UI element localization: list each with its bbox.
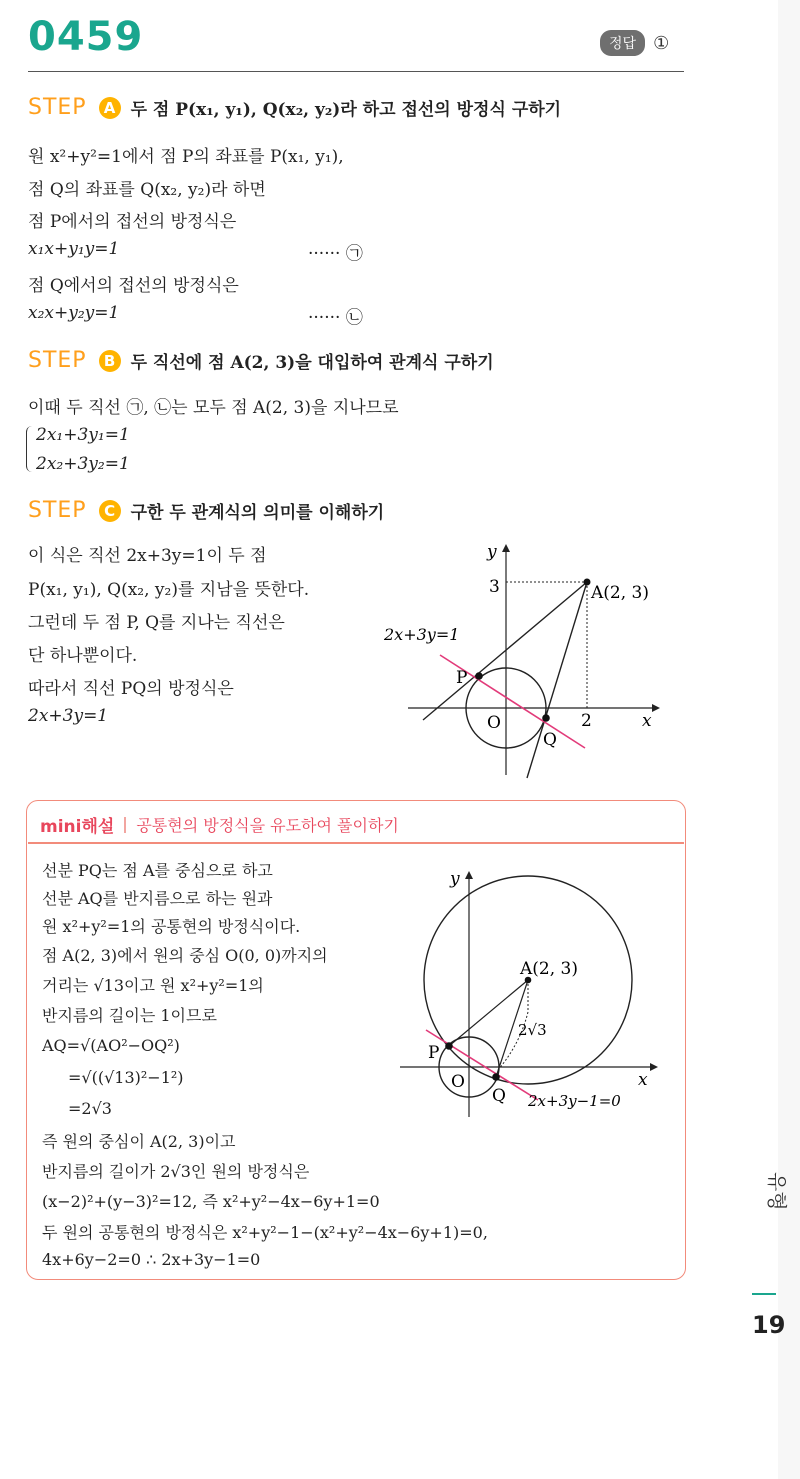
tangent-line-q xyxy=(527,582,587,778)
mini-line: 반지름의 길이가 2√3인 원의 방정식은 xyxy=(42,1162,310,1181)
tangent-figure xyxy=(380,535,670,780)
point-q xyxy=(492,1073,500,1081)
mini-solution-label: mini해설 xyxy=(40,817,115,837)
mini-line: (x−2)²+(y−3)²=12, 즉 x²+y²−4x−6y+1=0 xyxy=(42,1192,380,1211)
step-c-line: 이 식은 직선 2x+3y=1이 두 점 xyxy=(28,546,267,566)
fig1-line-label: 2x+3y=1 xyxy=(384,625,460,644)
mini-line: 거리는 √13이고 원 x²+y²=1의 xyxy=(42,976,264,995)
mini-calc-line: =√((√13)²−1²) xyxy=(68,1068,184,1087)
fig2-line-label: 2x+3y−1=0 xyxy=(528,1092,621,1110)
section-side-text: 유형 xyxy=(765,1172,789,1211)
mini-header-divider xyxy=(28,842,684,844)
point-q xyxy=(542,714,550,722)
fig2-y-label: y xyxy=(450,869,460,889)
mini-line: 원 x²+y²=1의 공통현의 방정식이다. xyxy=(42,917,301,936)
step-c-line: P(x₁, y₁), Q(x₂, y₂)를 지남을 뜻한다. xyxy=(28,580,310,600)
step-a-heading xyxy=(28,95,561,120)
system-eq-1: 2x₁+3y₁=1 xyxy=(36,425,130,445)
mini-solution-header xyxy=(40,812,399,837)
fig2-x-label: x xyxy=(638,1070,648,1090)
answer-value: ① xyxy=(653,32,670,54)
tangent-line-p xyxy=(423,582,587,720)
x-axis-arrow xyxy=(652,704,660,712)
mini-line: 4x+6y−2=0 ∴ 2x+3y−1=0 xyxy=(42,1250,261,1269)
side-divider xyxy=(752,1293,776,1295)
point-p xyxy=(445,1042,453,1050)
common-chord-figure xyxy=(400,855,680,1120)
step-b-word: STEP xyxy=(28,348,87,373)
mini-solution-title: 공통현의 방정식을 유도하여 풀이하기 xyxy=(136,816,399,835)
step-c-line: 따라서 직선 PQ의 방정식은 xyxy=(28,679,234,699)
tick-label-2: 2 xyxy=(581,711,592,731)
step-a-line: 점 P에서의 접선의 방정식은 xyxy=(28,212,237,232)
mini-line: 점 A(2, 3)에서 원의 중심 O(0, 0)까지의 xyxy=(42,946,328,965)
step-a-line: 원 x²+y²=1에서 점 P의 좌표를 P(x₁, y₁), xyxy=(28,147,344,167)
mini-line: 즉 원의 중심이 A(2, 3)이고 xyxy=(42,1132,236,1151)
mini-line: 선분 PQ는 점 A를 중심으로 하고 xyxy=(42,861,273,880)
eq-tag-2: ······ ㉡ xyxy=(308,308,363,328)
step-a-line: 점 Q에서의 접선의 방정식은 xyxy=(28,276,239,296)
mini-header-separator xyxy=(124,817,126,833)
answer-badge: 정답 xyxy=(600,30,645,56)
system-eq-2: 2x₂+3y₂=1 xyxy=(36,454,130,474)
step-a-badge: A xyxy=(99,97,121,119)
fig1-x-label: x xyxy=(642,711,652,731)
tangent-eq-1: x₁x+y₁y=1 xyxy=(28,239,120,259)
y-axis-arrow xyxy=(465,871,473,879)
answer-equation: 2x+3y=1 xyxy=(28,706,109,726)
section-side-label xyxy=(748,1168,789,1278)
header-divider xyxy=(28,71,684,72)
mini-calc-line: AQ=√(AO²−OQ²) xyxy=(42,1036,180,1055)
mini-line: 선분 AQ를 반지름으로 하는 원과 xyxy=(42,889,273,908)
step-b-heading xyxy=(28,348,494,373)
point-p xyxy=(475,672,483,680)
fig1-o-label: O xyxy=(487,713,501,733)
fig2-p-label: P xyxy=(428,1043,440,1063)
fig1-y-label: y xyxy=(487,542,497,562)
step-c-line: 그런데 두 점 P, Q를 지나는 직선은 xyxy=(28,613,285,633)
step-b-badge: B xyxy=(99,350,121,372)
tick-label-3: 3 xyxy=(489,577,500,597)
step-c-badge: C xyxy=(99,500,121,522)
page-number: 19 xyxy=(752,1311,786,1339)
step-c-heading xyxy=(28,498,384,523)
problem-number: 0459 xyxy=(28,14,144,60)
fig1-q-label: Q xyxy=(543,730,557,750)
fig2-q-label: Q xyxy=(492,1086,506,1106)
mini-line: 반지름의 길이는 1이므로 xyxy=(42,1006,217,1025)
step-a-line: 점 Q의 좌표를 Q(x₂, y₂)라 하면 xyxy=(28,180,266,200)
step-a-title: 두 점 P(x₁, y₁), Q(x₂, y₂)라 하고 접선의 방정식 구하기 xyxy=(130,100,562,120)
mini-line: 두 원의 공통현의 방정식은 x²+y²−1−(x²+y²−4x−6y+1)=0, xyxy=(42,1223,488,1242)
step-b-title: 두 직선에 점 A(2, 3)을 대입하여 관계식 구하기 xyxy=(130,353,494,373)
mini-calc-line: =2√3 xyxy=(68,1099,112,1118)
point-a xyxy=(584,579,591,586)
step-b-line: 이때 두 직선 ㉠, ㉡는 모두 점 A(2, 3)을 지나므로 xyxy=(28,398,399,418)
y-axis-arrow xyxy=(502,544,510,552)
step-c-title: 구한 두 관계식의 의미를 이해하기 xyxy=(130,503,385,523)
step-c-word: STEP xyxy=(28,498,87,523)
step-c-line: 단 하나뿐이다. xyxy=(28,646,138,666)
answer-area xyxy=(600,30,669,56)
tangent-eq-2: x₂x+y₂y=1 xyxy=(28,303,120,323)
system-brace xyxy=(26,426,35,472)
page-edge-strip xyxy=(778,0,800,1479)
segment-ap xyxy=(449,980,528,1046)
fig2-a-label: A(2, 3) xyxy=(520,959,578,979)
fig2-o-label: O xyxy=(451,1072,465,1092)
step-a-word: STEP xyxy=(28,95,87,120)
eq-tag-1: ······ ㉠ xyxy=(308,244,363,264)
fig1-a-label: A(2, 3) xyxy=(591,583,649,603)
radius-label: 2√3 xyxy=(518,1021,547,1039)
fig1-p-label: P xyxy=(456,668,468,688)
x-axis-arrow xyxy=(650,1063,658,1071)
